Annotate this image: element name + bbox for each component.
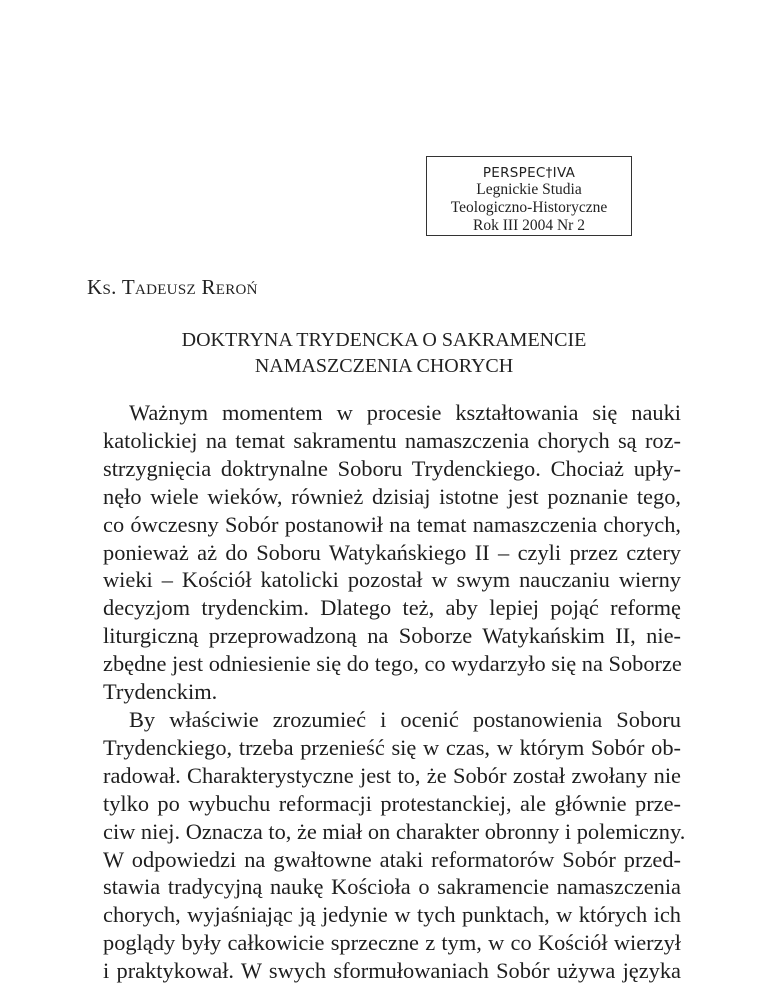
- journal-header-box: [426, 156, 632, 236]
- article-body: [103, 399, 686, 985]
- text-line: wieki – Kościół katolicki pozostał w swym nauczaniu wierny: [103, 567, 681, 593]
- text-line: ciw niej. Oznacza to, że miał on charakter obronny i polemiczny.: [103, 818, 686, 844]
- text-line: stawia tradycyjną naukę Kościoła o sakramencie namaszczenia: [103, 874, 681, 900]
- journal-subtitle-line-2: Teologiczno-Historyczne: [450, 199, 608, 216]
- article-title-line-1: DOKTRYNA TRYDENCKA O SAKRAMENCIE: [181, 329, 587, 351]
- text-line: liturgiczną przeprowadzoną na Soborze Watykańskim II, nie-: [103, 623, 681, 649]
- article-title-line-2: NAMASZCZENIA CHORYCH: [254, 355, 514, 377]
- text-line: Ważnym momentem w procesie kształtowania się nauki: [129, 400, 681, 425]
- text-line: ponieważ aż do Soboru Watykańskiego II – czyli przez cztery: [103, 539, 681, 565]
- text-line: strzygnięcia doktrynalne Soboru Trydenckiego. Chociaż upły-: [103, 455, 681, 481]
- article-author: Ks. Tadeusz Reroń: [87, 275, 258, 299]
- journal-issue-line: Rok III 2004 Nr 2: [473, 217, 585, 234]
- text-line: decyzjom trydenckim. Dlatego też, aby lepiej pojąć reformę: [103, 595, 681, 621]
- text-line: chorych, wyjaśniając ją jedynie w tych punktach, w których ich: [103, 902, 681, 928]
- text-line: tylko po wybuchu reformacji protestanckiej, ale głównie prze-: [103, 790, 681, 816]
- text-line: Trydenckim.: [103, 679, 218, 705]
- text-line: katolickiej na temat sakramentu namaszczenia chorych są roz-: [103, 427, 681, 453]
- text-line: radował. Charakterystyczne jest to, że Sobór został zwołany nie: [103, 762, 681, 788]
- text-line: nęło wiele wieków, również dzisiaj istotne jest poznanie tego,: [103, 483, 681, 509]
- journal-subtitle-line-1: Legnickie Studia: [476, 181, 582, 198]
- text-line: zbędne jest odniesienie się do tego, co wydarzyło się na Soborze: [103, 651, 682, 677]
- paragraph-1: [103, 399, 681, 706]
- text-line: i praktykował. W swych sformułowaniach Sobór używa języka: [103, 958, 681, 984]
- text-line: Trydenckiego, trzeba przenieść się w czas, w którym Sobór ob-: [103, 734, 681, 760]
- article-title: [87, 327, 681, 379]
- text-line: W odpowiedzi na gwałtowne ataki reformatorów Sobór przed-: [103, 846, 681, 872]
- paragraph-2: [103, 706, 686, 985]
- text-line: co ówczesny Sobór postanowił na temat namaszczenia chorych,: [103, 511, 681, 537]
- journal-name: PERSPEC†IVA: [482, 165, 576, 181]
- text-line: poglądy były całkowicie sprzeczne z tym, w co Kościół wierzył: [103, 930, 681, 956]
- text-line: By właściwie zrozumieć i ocenić postanowienia Soboru: [129, 706, 681, 732]
